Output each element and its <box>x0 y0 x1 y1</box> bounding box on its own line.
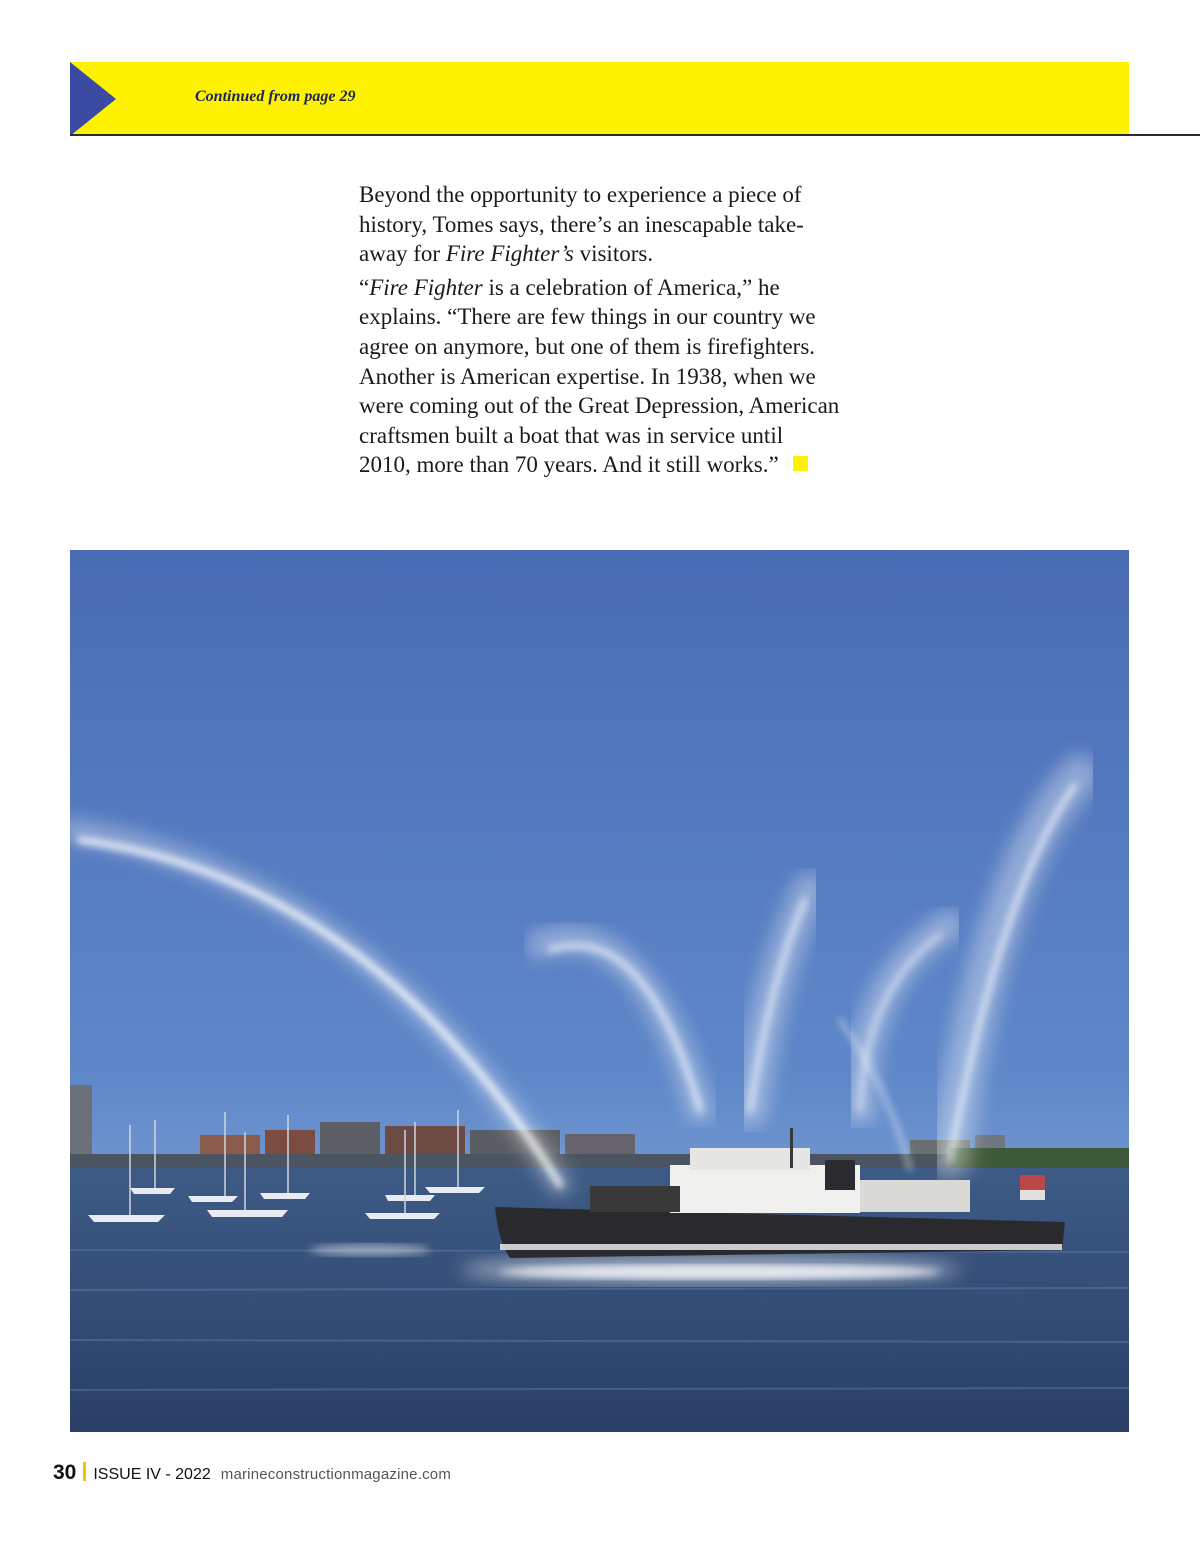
header-rule <box>70 134 1200 136</box>
fireboat-photo <box>70 550 1129 1432</box>
text-line: craftsmen built a boat that was in service until <box>359 422 784 448</box>
text-line: were coming out of the Great Depression, American <box>359 393 840 419</box>
text-line: Another is American expertise. In 1938, when we <box>359 363 816 389</box>
page-footer <box>53 1461 451 1491</box>
page-number: 30 <box>53 1461 77 1484</box>
boat-name-italic: Fire Fighter’s <box>445 241 574 267</box>
text-line <box>359 450 859 480</box>
text-fragment: “ <box>359 274 370 300</box>
text-line: Beyond the opportunity to experience a piece of <box>359 182 802 207</box>
continued-from-label: Continued from page 29 <box>195 88 356 105</box>
article-body <box>359 180 859 484</box>
text-line <box>359 273 859 303</box>
text-line: agree on anymore, but one of them is firefighters. <box>359 333 816 359</box>
footer-separator <box>83 1462 86 1481</box>
text-fragment: visitors. <box>573 241 654 267</box>
text-line: history, Tomes says, there’s an inescapable take- <box>359 211 804 237</box>
text-fragment: 2010, more than 70 years. And it still works.” <box>359 452 779 478</box>
paragraph-1 <box>359 180 859 269</box>
text-line <box>359 239 859 269</box>
website-url: marineconstructionmagazine.com <box>220 1466 452 1483</box>
paragraph-2 <box>359 273 859 480</box>
text-line: explains. “There are few things in our country we <box>359 304 816 330</box>
end-of-article-mark <box>793 456 808 471</box>
boat-name-italic: Fire Fighter <box>369 274 483 300</box>
text-fragment: is a celebration of America,” he <box>482 274 780 300</box>
banner-arrow-icon <box>70 62 116 136</box>
issue-label: ISSUE IV - 2022 <box>93 1466 211 1483</box>
text-fragment: away for <box>359 241 446 267</box>
